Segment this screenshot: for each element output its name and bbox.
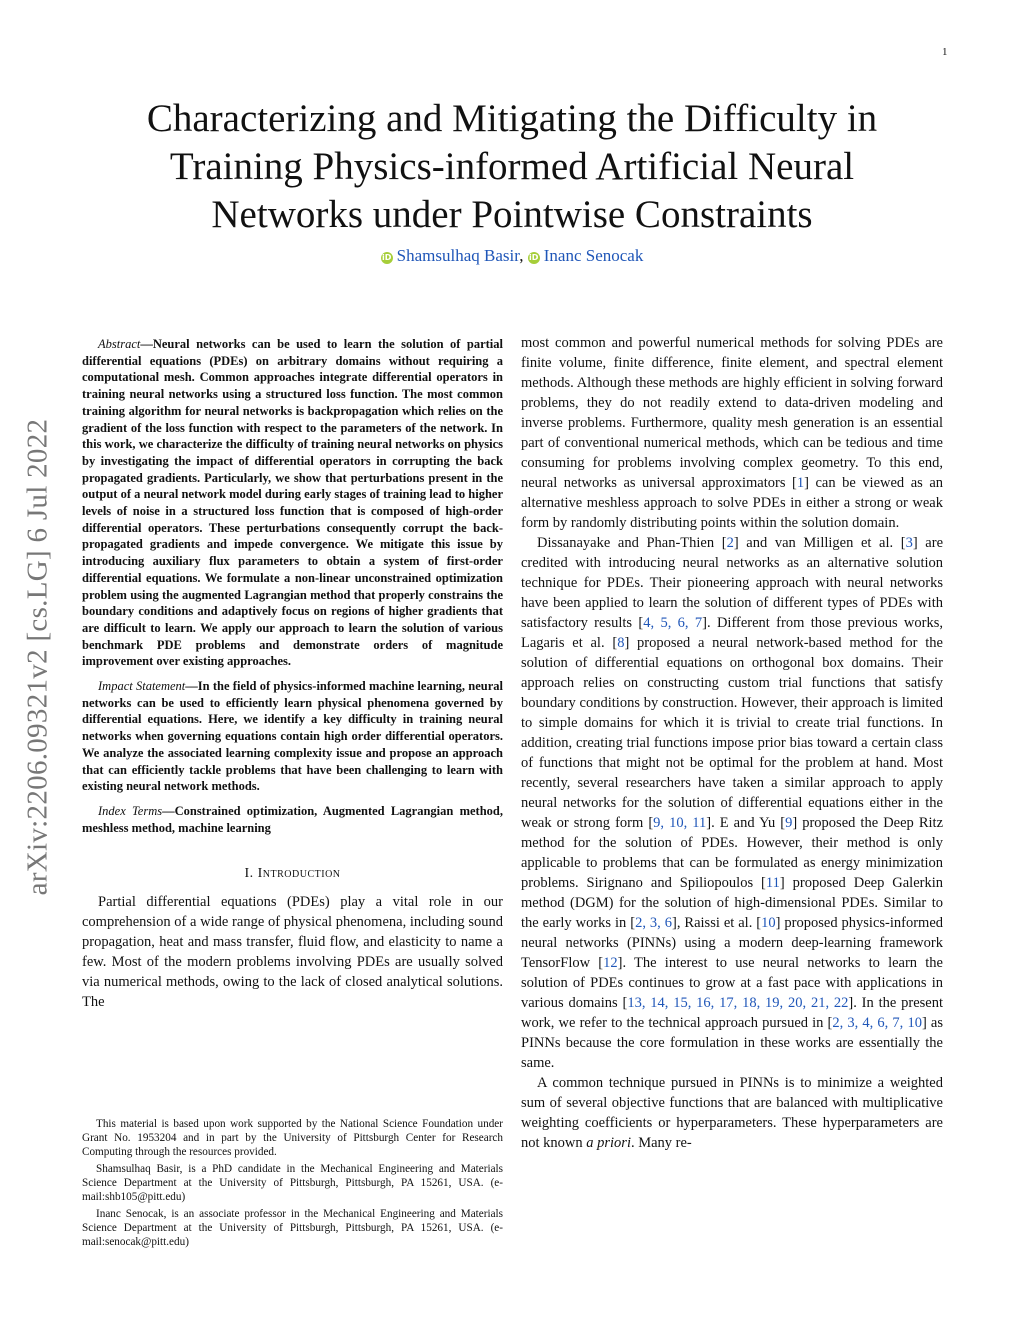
title-line: Networks under Pointwise Constraints	[211, 193, 813, 236]
text-run: ] are credited with introducing neural networks as an alternative solution technique for PDEs. Their pioneering approach with neural networks have been applied to learn the solution of different types of PDEs with satisfactory results [	[521, 535, 944, 631]
text-run: ], Raissi et al. [	[672, 915, 762, 931]
arxiv-identifier	[18, 372, 58, 942]
intro-paragraph	[521, 533, 943, 1073]
text-run: ] proposed the Deep Ritz method for the solution of PDEs. However, their method is only applicable to problems that can be formulated as energy minimization problems. Sirignano and Spiliopoulos [	[521, 815, 944, 891]
citation-link[interactable]: 10	[761, 915, 776, 931]
index-terms-label: Index Terms	[98, 803, 163, 818]
citation-link[interactable]: 9, 10, 11	[653, 815, 707, 831]
impact-statement	[82, 678, 503, 795]
text-run: ] can be viewed as an alternative meshless approach to solve PDEs in either a strong or weak form by randomly distributing points within the solution domain.	[521, 475, 943, 531]
author-link[interactable]: Inanc Senocak	[543, 246, 644, 265]
author-list	[112, 246, 912, 266]
section-heading: I. Introduction	[244, 866, 341, 882]
title-line: Training Physics-informed Artificial Neural	[169, 145, 855, 188]
left-column	[82, 336, 503, 1012]
citation-link[interactable]: 2, 3, 6	[635, 915, 672, 931]
abstract-dash: —	[140, 337, 153, 351]
text-run: ] proposed Deep Galerkin method (DGM) for the solution of high-dimensional PDEs. Similar to the early works in [	[521, 875, 944, 931]
index-terms-dash: —	[162, 803, 175, 818]
text-run: most common and powerful numerical methods for solving PDEs are finite volume, finite difference, finite element, and spectral element methods. Although these methods are highly efficient in solving forward problems, they do not readily extend to data-driven modeling and inverse problems. Furthermore, quality mesh generation is an essential part of conventional numerical methods, which can be tedious and time consuming for problems involving complex geometry. To this end, neural networks as universal approximators [	[521, 335, 943, 491]
intro-paragraph: Partial differential equations (PDEs) play a vital role in our comprehension of a wide range of physical phenomena, including sound propagation, heat and mass transfer, fluid flow, and elasticity to name a few. Most of the modern problems involving PDEs are usually solved via numerical methods, owing to the lack of closed analytical solutions. The	[82, 894, 503, 1011]
abstract-label: Abstract	[98, 337, 141, 351]
text-run: . Many re-	[630, 1135, 692, 1151]
impact-text: In the field of physics-informed machine learning, neural networks can be used to efficiently learn physical phenomena governed by differential equations. Here, we identify a key difficulty in training neural networks when governing equations contain high order differential operators. We analyze the associated learning complexity issue and propose an approach that can efficiently tackle problems that have been challenging to learn with existing neural network methods.	[82, 679, 503, 794]
footnotes	[82, 1117, 503, 1251]
citation-link[interactable]: 11	[765, 875, 780, 891]
arxiv-identifier-text: arXiv:2206.09321v2 [cs.LG] 6 Jul 2022	[21, 418, 54, 896]
paper-title	[112, 95, 912, 239]
text-run: ] as PINNs because the core formulation in these works are essentially the same.	[521, 1015, 943, 1071]
impact-label: Impact Statement	[98, 679, 186, 694]
author-link[interactable]: Shamsulhaq Basir	[396, 246, 520, 265]
text-run: ]. E and Yu [	[706, 815, 786, 831]
intro-paragraph	[521, 1073, 943, 1153]
text-run: ]. The interest to use neural networks to learn the solution of PDEs continues to grow at a fast pace with applications in various domains [	[521, 955, 943, 1011]
citation-link[interactable]: 2, 3, 4, 6, 7, 10	[832, 1015, 922, 1031]
text-run: ] and van Milligen et al. [	[733, 535, 906, 551]
index-terms-text: Constrained optimization, Augmented Lagrangian method, meshless method, machine learning	[82, 803, 503, 835]
right-column	[521, 333, 943, 1153]
abstract	[82, 336, 503, 670]
citation-link[interactable]: 4, 5, 6, 7	[643, 615, 703, 631]
text-run: ] proposed a neural network-based method for the solution of differential equations on orthogonal box domains. Their approach relies on constructing custom trial functions that satisfy boundary conditions by construction. However, their approach is limited to simple domains for which it is trivial to create trial functions. In addition, creating trial functions impose prior bias toward a certain class of functions that might not be optimal for the problem at hand. Most recently, several researchers have taken a similar approach to apply neural networks for the solution of differential equations either in the weak or strong form [	[521, 635, 943, 831]
orcid-icon[interactable]: iD	[529, 253, 539, 262]
footnote: Inanc Senocak, is an associate professor in the Mechanical Engineering and Materials Science Department at the University of Pittsburgh, Pittsburgh, PA 15261, USA. (e-mail:senocak@pitt.edu)	[82, 1207, 503, 1248]
footnote: Shamsulhaq Basir, is a PhD candidate in the Mechanical Engineering and Materials Science Department at the University of Pittsburgh, Pittsburgh, PA 15261, USA. (e-mail:shb105@pitt.edu)	[82, 1162, 503, 1203]
impact-dash: —	[185, 679, 198, 694]
text-run: Dissanayake and Phan-Thien [	[537, 535, 727, 551]
page-number: 1	[942, 46, 948, 58]
footnote: This material is based upon work supported by the National Science Foundation under Grant No. 1953204 and in part by the University of Pittsburgh Center for Research Computing through the resources provided.	[82, 1118, 503, 1159]
citation-link[interactable]: 9	[785, 815, 793, 831]
index-terms	[82, 803, 503, 836]
text-run: ]. In the present work, we refer to the technical approach pursued in [	[521, 995, 943, 1031]
citation-link[interactable]: 12	[603, 955, 618, 971]
author-separator: ,	[519, 246, 524, 265]
abstract-text: Neural networks can be used to learn the solution of partial differential equations (PDEs) on arbitrary domains without requiring a computational mesh. Common approaches integrate differential operators in training neural networks using a structured loss function. The most common training algorithm for neural networks is backpropagation which relies on the gradient of the loss function with respect to the parameters of the network. In this work, we characterize the difficulty of training neural networks on physics by investigating the impact of differential operators in corrupting the back propagated gradients. Particularly, we show that perturbations present in the output of a neural network model during early stages of training lead to higher levels of noise in a structured loss function that is composed of high-order differential operators. These perturbations consequently corrupt the back-propagated gradients and impede convergence. We mitigate this issue by introducing auxiliary flux parameters to obtain a system of first-order differential equations. We formulate a non-linear unconstrained optimization problem using the augmented Lagrangian method that properly constrains the boundary conditions and adaptively focus on regions of higher gradients that are difficult to learn. We apply our approach to learn the solution of various benchmark PDE problems and demonstrate orders of magnitude improvement over existing approaches.	[82, 337, 503, 669]
text-run: ]. Different from those previous works, Lagaris et al. [	[521, 615, 943, 651]
text-run: ] proposed physics-informed neural networks (PINNs) using a modern deep-learning framework TensorFlow [	[521, 915, 944, 971]
orcid-icon[interactable]: iD	[381, 253, 392, 262]
emphasis: a priori	[586, 1135, 631, 1151]
citation-link[interactable]: 13, 14, 15, 16, 17, 18, 19, 20, 21, 22	[627, 995, 849, 1011]
intro-paragraph-continued	[521, 333, 943, 533]
citation-link[interactable]: 1	[796, 475, 805, 491]
citation-link[interactable]: 8	[617, 635, 625, 651]
citation-link[interactable]: 3	[905, 535, 913, 551]
title-line: Characterizing and Mitigating the Difficulty in	[146, 97, 878, 140]
citation-link[interactable]: 2	[726, 535, 734, 551]
text-run: A common technique pursued in PINNs is to minimize a weighted sum of several objective functions that are balanced with multiplicative weighting coefficients or hyperparameters. These hyperparameters are not known	[521, 1075, 943, 1151]
